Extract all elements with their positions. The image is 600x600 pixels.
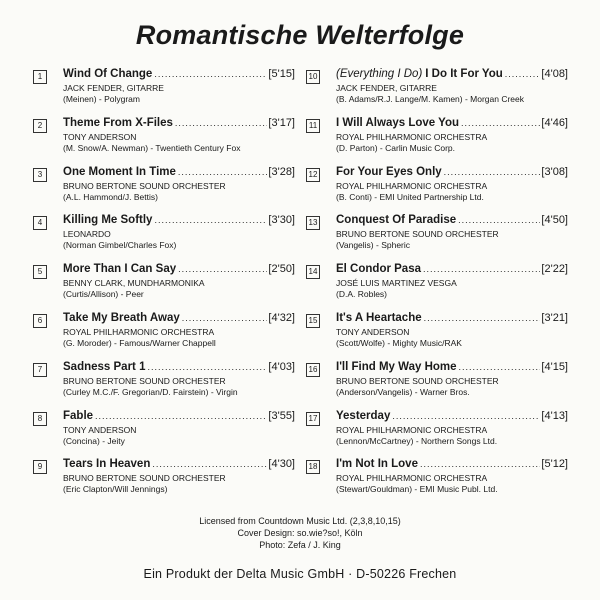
track-title-line <box>63 312 295 324</box>
track-artist: TONY ANDERSON <box>63 131 137 142</box>
track-title: Fable <box>63 409 94 422</box>
track-duration: [4'13] <box>541 409 568 422</box>
track-artist: ROYAL PHILHARMONIC ORCHESTRA <box>336 473 488 484</box>
track-duration: [4'03] <box>268 360 295 373</box>
track-title-line <box>63 117 295 129</box>
dot-leader <box>178 264 267 274</box>
track-artist: ROYAL PHILHARMONIC ORCHESTRA <box>336 131 488 142</box>
track-title: More Than I Can Say <box>63 263 177 276</box>
track-number: 4 <box>33 216 47 230</box>
track-number: 15 <box>306 314 320 328</box>
track-title-line <box>336 458 568 470</box>
track-duration: [4'50] <box>541 214 568 227</box>
track-credit: (Meinen) - Polygram <box>63 94 140 104</box>
track-artist: JOSÉ LUIS MARTINEZ VESGA <box>336 278 457 289</box>
track-credit: (Stewart/Gouldman) - EMI Music Publ. Ltd. <box>336 484 498 495</box>
page-title: Romantische Welterfolge <box>135 20 465 50</box>
track-title-line <box>63 263 295 275</box>
track-duration: [4'46] <box>541 116 568 129</box>
track-number: 5 <box>33 265 47 279</box>
track-title-line <box>336 410 568 422</box>
dot-leader <box>154 69 267 79</box>
track-title: Wind Of Change <box>63 68 153 80</box>
cover-design-text: Cover Design: so.wie?so!, Köln <box>237 528 363 538</box>
dot-leader <box>152 459 267 469</box>
track-duration: [4'32] <box>268 312 295 324</box>
track-number: 6 <box>33 314 47 328</box>
track-credit: (A.L. Hammond/J. Bettis) <box>63 191 158 202</box>
track-artist: JACK FENDER, GITARRE <box>336 83 437 93</box>
track-number: 2 <box>33 119 47 133</box>
track-title-line <box>336 166 568 178</box>
track-duration: [2'22] <box>541 263 568 276</box>
track-title: Take My Breath Away <box>63 312 180 324</box>
track-duration: [3'21] <box>541 312 568 324</box>
track-credit: (G. Moroder) - Famous/Warner Chappell <box>63 338 216 348</box>
track-title-line <box>336 361 568 373</box>
track-title-line <box>336 214 568 226</box>
track-number: 12 <box>306 168 320 182</box>
track-title: It's A Heartache <box>336 312 422 324</box>
track-title: Yesterday <box>336 409 391 422</box>
track-duration: [3'30] <box>268 214 295 227</box>
track-title: Sadness Part 1 <box>63 360 146 373</box>
track-duration: [4'15] <box>541 360 568 373</box>
track-duration: [2'50] <box>268 263 295 276</box>
track-artist: BRUNO BERTONE SOUND ORCHESTER <box>63 375 226 386</box>
track-credit: (Vangelis) - Spheric <box>336 240 411 251</box>
track-artist: BENNY CLARK, MUNDHARMONIKA <box>63 278 205 289</box>
track-number: 18 <box>306 460 320 474</box>
track-duration: [3'08] <box>541 165 568 178</box>
track-number: 16 <box>306 363 320 377</box>
track-credit: (Anderson/Vangelis) - Warner Bros. <box>336 386 470 397</box>
track-title: Conquest Of Paradise <box>336 214 457 227</box>
track-artist: BRUNO BERTONE SOUND ORCHESTER <box>63 473 226 484</box>
track-credit: (Curtis/Allison) - Peer <box>63 289 144 300</box>
track-title-line <box>336 263 568 275</box>
track-title-line <box>336 68 568 80</box>
track-title-line <box>63 166 295 178</box>
dot-leader <box>424 313 541 323</box>
dot-leader <box>420 459 540 469</box>
track-number: 10 <box>306 70 320 84</box>
dot-leader <box>505 69 541 79</box>
track-title-line <box>336 312 568 324</box>
track-duration: [3'28] <box>268 165 295 178</box>
track-title-line <box>63 361 295 373</box>
dot-leader <box>459 362 541 372</box>
track-credit: (Curley M.C./F. Gregorian/D. Fairstein) - Virgin <box>63 386 238 397</box>
track-artist: TONY ANDERSON <box>336 327 410 337</box>
track-artist: BRUNO BERTONE SOUND ORCHESTER <box>336 375 499 386</box>
track-artist: BRUNO BERTONE SOUND ORCHESTER <box>336 229 499 240</box>
dot-leader <box>458 215 540 225</box>
track-credit: (Norman Gimbel/Charles Fox) <box>63 240 177 251</box>
license-text: Licensed from Countdown Music Ltd. (2,3,8,10,15) <box>199 516 401 526</box>
track-credit: (B. Adams/R.J. Lange/M. Kamen) - Morgan Creek <box>336 94 525 104</box>
track-duration: [5'15] <box>268 68 295 80</box>
track-artist: ROYAL PHILHARMONIC ORCHESTRA <box>336 180 488 191</box>
track-title: Killing Me Softly <box>63 214 153 227</box>
track-number: 13 <box>306 216 320 230</box>
track-credit: (Scott/Wolfe) - Mighty Music/RAK <box>336 338 462 348</box>
track-title: I'll Find My Way Home <box>336 360 457 373</box>
track-number: 3 <box>33 168 47 182</box>
track-artist: TONY ANDERSON <box>63 424 137 435</box>
track-number: 14 <box>306 265 320 279</box>
track-title: Theme From X-Files <box>63 116 173 129</box>
track-credit: (Lennon/McCartney) - Northern Songs Ltd. <box>336 435 498 446</box>
track-title-line <box>63 410 295 422</box>
track-artist: ROYAL PHILHARMONIC ORCHESTRA <box>336 424 488 435</box>
footer-credits <box>0 515 600 551</box>
track-title-line <box>63 458 295 470</box>
dot-leader <box>392 411 540 421</box>
dot-leader <box>178 167 268 177</box>
track-title: I Will Always Love You <box>336 116 460 129</box>
track-credit: (Eric Clapton/Will Jennings) <box>63 484 168 495</box>
track-artist: BRUNO BERTONE SOUND ORCHESTER <box>63 180 226 191</box>
dot-leader <box>154 215 267 225</box>
track-number: 8 <box>33 412 47 426</box>
track-title: For Your Eyes Only <box>336 165 442 178</box>
track-credit: (M. Snow/A. Newman) - Twentieth Century Fox <box>63 142 241 153</box>
track-credit: (Concina) - Jeity <box>63 435 125 446</box>
track-credit: (D.A. Robles) <box>336 289 388 300</box>
track-title: I Do It For You <box>425 68 503 80</box>
track-artist: JACK FENDER, GITARRE <box>63 83 164 93</box>
dot-leader <box>147 362 267 372</box>
track-title: One Moment In Time <box>63 165 176 178</box>
dot-leader <box>444 167 541 177</box>
track-number: 17 <box>306 412 320 426</box>
track-title: I'm Not In Love <box>336 458 418 471</box>
track-number: 11 <box>306 119 320 133</box>
track-duration: [3'17] <box>268 116 295 129</box>
track-duration: [4'30] <box>268 458 295 471</box>
track-number: 9 <box>33 460 47 474</box>
track-title: Tears In Heaven <box>63 458 151 471</box>
track-credit: (D. Parton) - Carlin Music Corp. <box>336 142 456 153</box>
track-duration: [4'08] <box>541 68 568 80</box>
dot-leader <box>95 411 267 421</box>
track-title-prefix: (Everything I Do) <box>336 68 423 80</box>
track-title: El Condor Pasa <box>336 263 421 276</box>
track-title-line <box>336 117 568 129</box>
track-credit: (B. Conti) - EMI United Partnership Ltd. <box>336 191 484 202</box>
dot-leader <box>182 313 268 323</box>
track-title-line <box>63 214 295 226</box>
track-duration: [3'55] <box>268 409 295 422</box>
dot-leader <box>423 264 540 274</box>
track-title-line <box>63 68 295 80</box>
photo-credit-text: Photo: Zefa / J. King <box>259 540 341 550</box>
dot-leader <box>461 118 540 128</box>
track-number: 1 <box>33 70 47 84</box>
track-duration: [5'12] <box>541 458 568 471</box>
track-number: 7 <box>33 363 47 377</box>
track-artist: LEONARDO <box>63 229 111 240</box>
dot-leader <box>175 118 268 128</box>
company-line: Ein Produkt der Delta Music GmbH · D-50226 Frechen <box>143 567 457 581</box>
track-artist: ROYAL PHILHARMONIC ORCHESTRA <box>63 327 215 337</box>
